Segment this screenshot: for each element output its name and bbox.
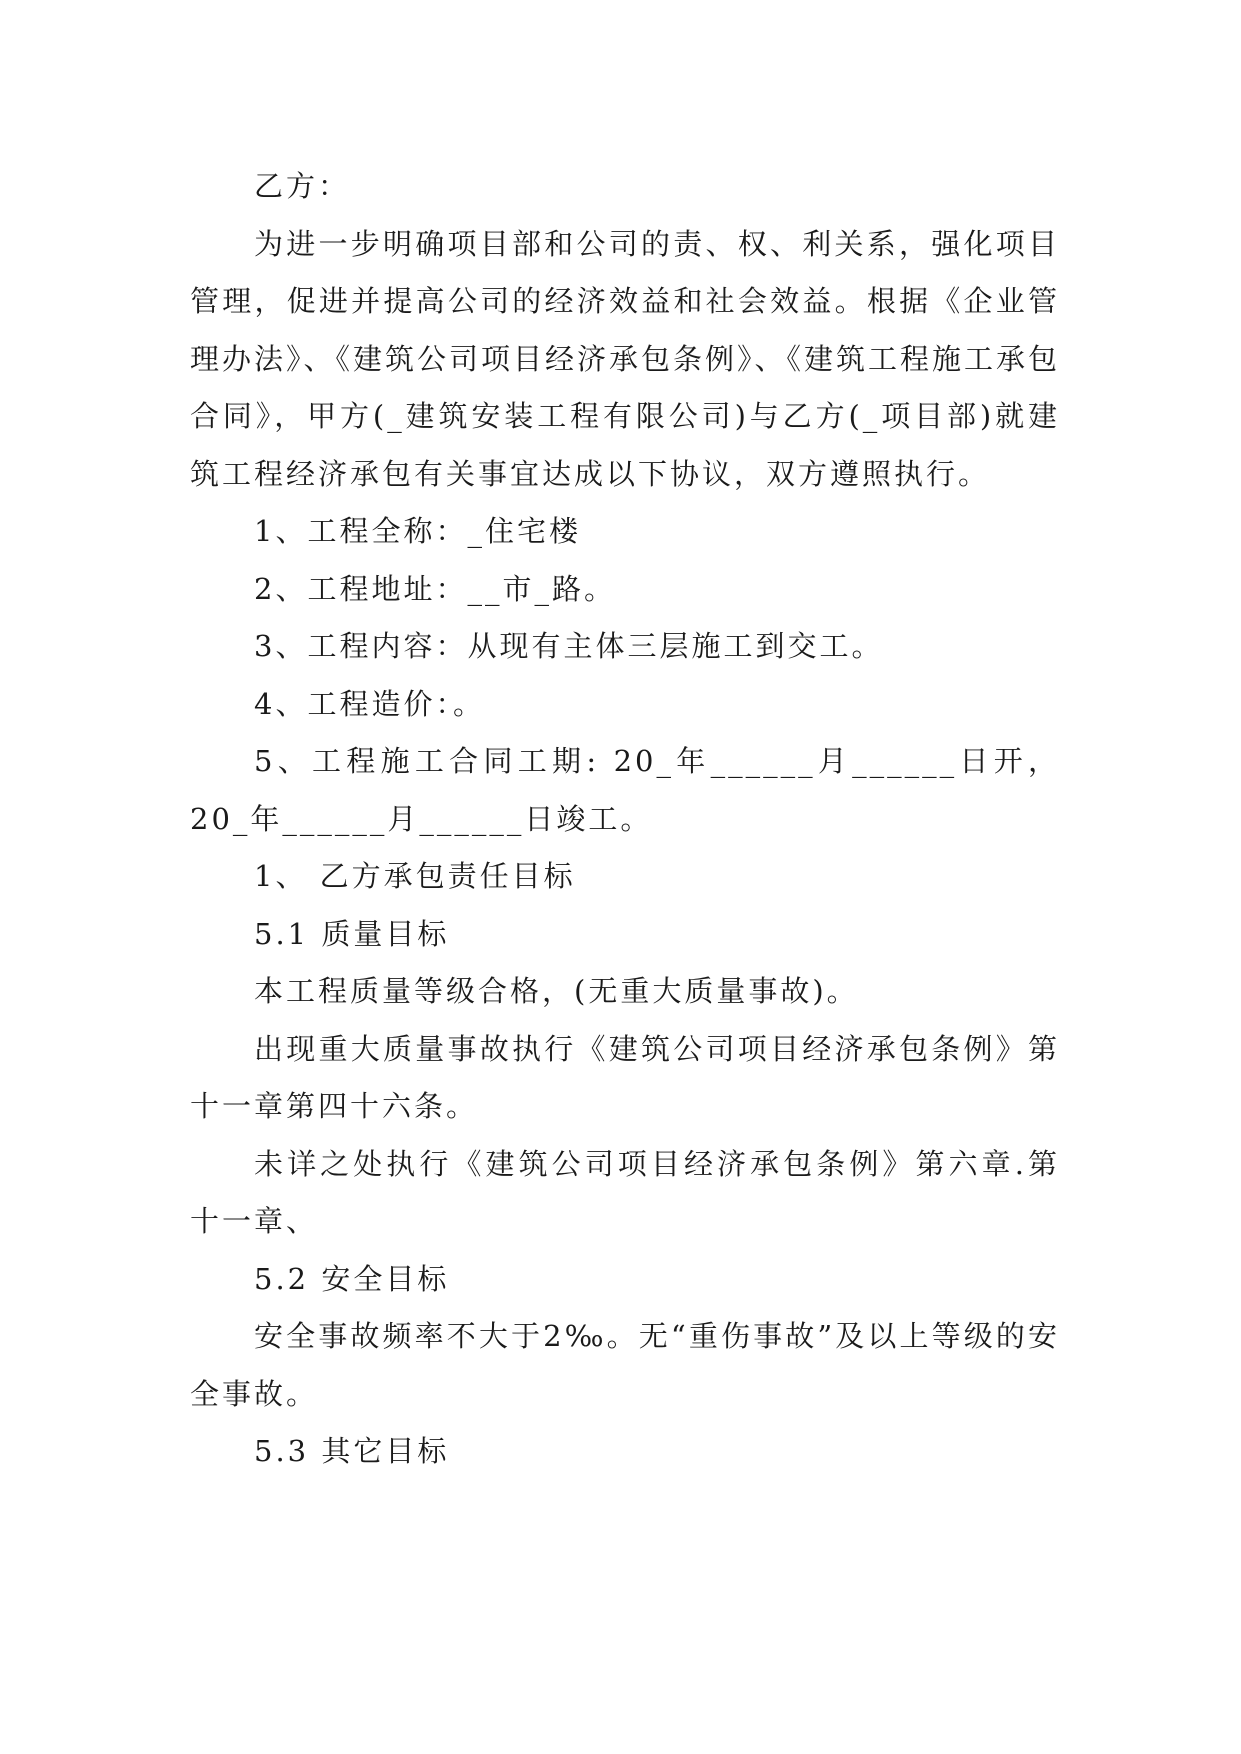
paragraph-project-name: 1、工程全称：_住宅楼 [254,514,581,548]
paragraph-preamble: 为进一步明确项目部和公司的责、权、利关系，强化项目管理，促进并提高公司的经济效益和社会效益。根据《企业管理办法》、《建筑公司项目经济承包条例》、《建筑工程施工承包合同》，甲方(_建筑安装工程有限公司)与乙方(_项目部)就建筑工程经济承包有关事宜达成以下协议，双方遵照执行。 [190,226,1061,491]
paragraph-party-b: 乙方： [254,169,351,203]
paragraph-project-address: 2、工程地址：__市_路。 [254,571,616,606]
paragraph-unspecified: 未详之处执行《建筑公司项目经济承包条例》第六章.第十一章、 [190,1146,1060,1238]
subsection-heading-quality: 5.1 质量目标 [254,916,450,951]
paragraph-quality-accident: 出现重大质量事故执行《建筑公司项目经济承包条例》第十一章第四十六条。 [190,1031,1060,1123]
paragraph-safety-rate: 安全事故频率不大于2‰。无“重伤事故”及以上等级的安全事故。 [190,1319,1060,1411]
document-body [190,158,1060,1481]
paragraph-quality-level: 本工程质量等级合格，(无重大质量事故)。 [254,974,859,1008]
paragraph-project-content: 3、工程内容：从现有主体三层施工到交工。 [254,629,884,663]
paragraph-project-cost: 4、工程造价：。 [254,686,485,721]
paragraph-contract-period: 5、工程施工合同工期: 20_年______月______日开，20_年______月______日竣工。 [190,744,1060,836]
section-heading-responsibility-goals: 1、 乙方承包责任目标 [254,859,576,893]
subsection-heading-other: 5.3 其它目标 [254,1434,450,1468]
subsection-heading-safety: 5.2 安全目标 [254,1261,450,1296]
